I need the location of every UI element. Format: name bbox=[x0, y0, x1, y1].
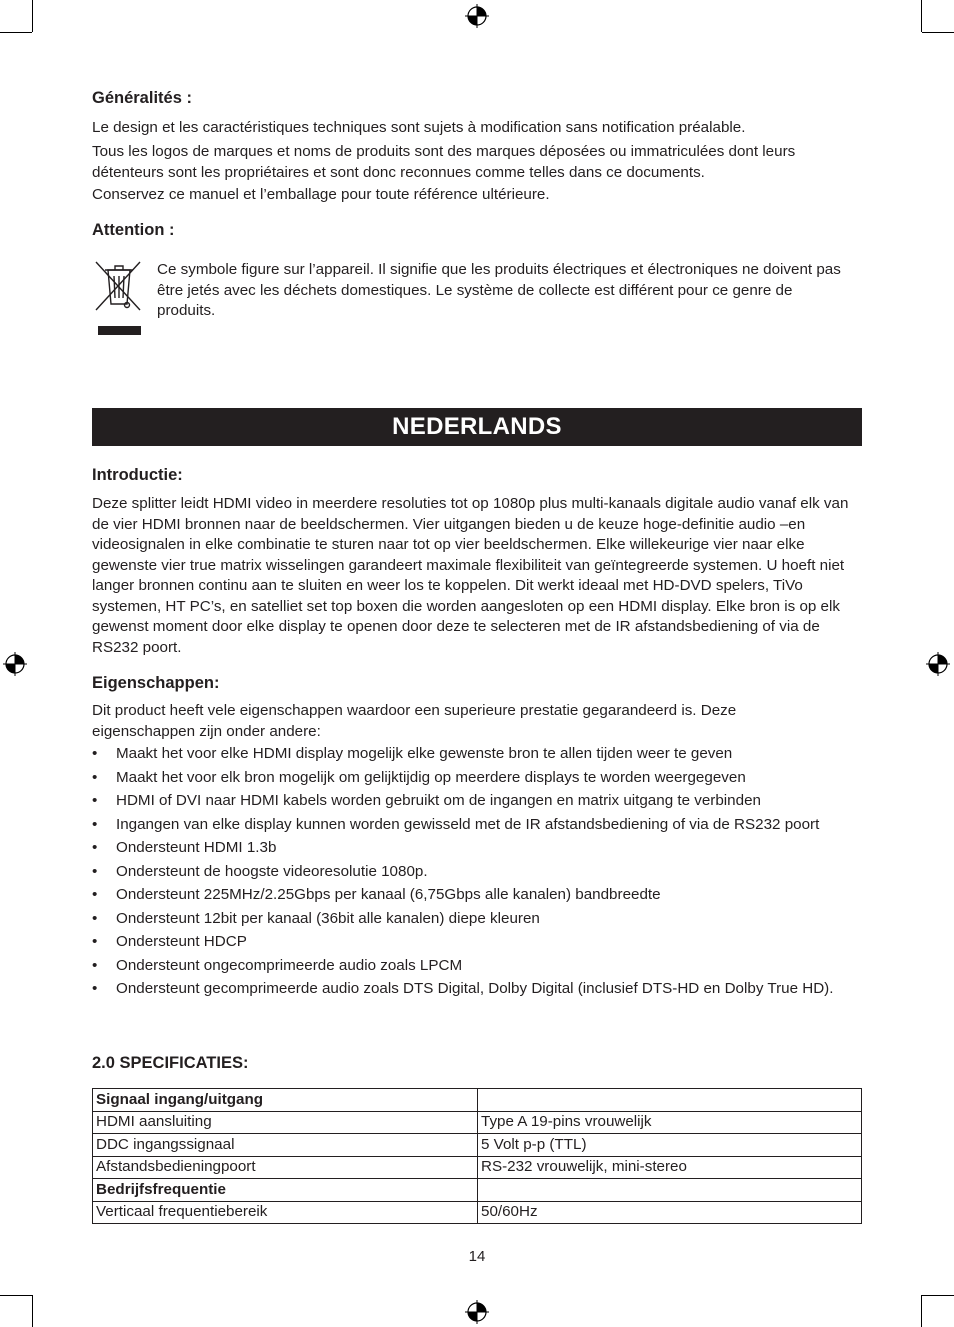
crop-mark-top-left-h bbox=[0, 32, 32, 33]
table-row bbox=[93, 1156, 862, 1179]
crop-mark-top-left-v bbox=[32, 0, 33, 32]
attention-heading: Attention : bbox=[92, 221, 175, 239]
registration-mark-icon bbox=[465, 4, 489, 28]
table-row bbox=[93, 1179, 862, 1202]
intro-heading: Introductie: bbox=[92, 466, 183, 484]
features-list bbox=[92, 744, 862, 1003]
registration-mark-icon bbox=[926, 652, 950, 676]
list-item: • HDMI of DVI naar HDMI kabels worden gebruikt om de ingangen en matrix uitgang te verbinden bbox=[92, 791, 862, 812]
table-cell: RS-232 vrouwelijk, mini-stereo bbox=[478, 1156, 862, 1179]
table-cell: 5 Volt p-p (TTL) bbox=[478, 1134, 862, 1157]
table-cell: 50/60Hz bbox=[478, 1201, 862, 1224]
table-cell: HDMI aansluiting bbox=[93, 1111, 478, 1134]
crop-mark-top-right-v bbox=[921, 0, 922, 32]
crossed-out-wheelie-bin-icon bbox=[94, 258, 144, 338]
spec-table bbox=[92, 1088, 862, 1224]
table-cell: Type A 19-pins vrouwelijk bbox=[478, 1111, 862, 1134]
general-line-1: Le design et les caractéristiques techniques sont sujets à modification sans notification préalable. bbox=[92, 119, 746, 136]
page-number: 14 bbox=[468, 1248, 486, 1265]
crop-mark-bottom-right-v bbox=[921, 1295, 922, 1327]
table-cell: Bedrijfsfrequentie bbox=[93, 1179, 478, 1202]
attention-text: Ce symbole figure sur l’appareil. Il signifie que les produits électriques et électroniques ne doivent pas être jetés avec les déchets domestiques. Le système de collecte est différent pour ce genre de produits. bbox=[157, 261, 841, 319]
section-banner: NEDERLANDS bbox=[92, 408, 862, 446]
general-line-2: Tous les logos de marques et noms de produits sont des marques déposées ou immatriculées dont leurs détenteurs sont les propriétaires et sont donc reconnues comme telles dans ce documents. bbox=[92, 143, 796, 181]
general-line-3: Conservez ce manuel et l’emballage pour toute référence ultérieure. bbox=[92, 186, 550, 203]
table-cell: Signaal ingang/uitgang bbox=[93, 1089, 478, 1112]
table-row bbox=[93, 1134, 862, 1157]
features-heading: Eigenschappen: bbox=[92, 674, 220, 692]
crop-mark-top-right-h bbox=[922, 32, 954, 33]
table-cell: Verticaal frequentiebereik bbox=[93, 1201, 478, 1224]
spec-heading: 2.0 SPECIFICATIES: bbox=[92, 1054, 249, 1072]
crop-mark-bottom-right-h bbox=[922, 1295, 954, 1296]
crop-mark-bottom-left-h bbox=[0, 1295, 32, 1296]
list-item: • Maakt het voor elke HDMI display mogelijk elke gewenste bron te allen tijden weer te geven bbox=[92, 744, 862, 765]
list-item: • Ondersteunt gecomprimeerde audio zoals DTS Digital, Dolby Digital (inclusief DTS-HD en Dolby True HD). bbox=[92, 979, 862, 1000]
list-item: • Ondersteunt 12bit per kanaal (36bit alle kanalen) diepe kleuren bbox=[92, 909, 862, 930]
registration-mark-icon bbox=[3, 652, 27, 676]
intro-text: Deze splitter leidt HDMI video in meerdere resoluties tot op 1080p plus multi-kanaals digitale audio vanaf elk van de vier HDMI bronnen naar de beeldschermen. Vier uitgangen bieden u de keuze hoge-definitie audio –en videosignalen in elke combinatie te sturen naar tot op vier beeldschermen. Elke willekeurige vier naar elke gewenste vier true matrix wisselingen garandeert maximale flexibiliteit van geïntegreerde systemen. U hoeft niet langer bronnen continu aan te sluiten en weer los te koppelen. Dit werkt ideaal met HD-DVD spelers, TiVo systemen, HT PC’s, en satelliet set top boxen die worden aangesloten op een HDMI display. Elke bron is op elk gewenst moment door elke display te openen door deze te selecteren met de IR afstandsbediening of via de RS232 poort. bbox=[92, 495, 849, 656]
list-item: • Ondersteunt de hoogste videoresolutie 1080p. bbox=[92, 862, 862, 883]
features-intro: Dit product heeft vele eigenschappen waardoor een superieure prestatie gegarandeerd is. Deze eigenschappen zijn onder andere: bbox=[92, 702, 737, 740]
general-heading: Généralités : bbox=[92, 89, 192, 107]
list-item: • Ondersteunt HDCP bbox=[92, 932, 862, 953]
registration-mark-icon bbox=[465, 1300, 489, 1324]
table-row bbox=[93, 1201, 862, 1224]
list-item: • Ingangen van elke display kunnen worden gewisseld met de IR afstandsbediening of via de RS232 poort bbox=[92, 815, 862, 836]
table-cell bbox=[478, 1089, 862, 1112]
table-cell: DDC ingangssignaal bbox=[93, 1134, 478, 1157]
list-item: • Ondersteunt 225MHz/2.25Gbps per kanaal (6,75Gbps alle kanalen) bandbreedte bbox=[92, 885, 862, 906]
table-row bbox=[93, 1111, 862, 1134]
table-cell: Afstandsbedieningpoort bbox=[93, 1156, 478, 1179]
list-item: • Maakt het voor elk bron mogelijk om gelijktijdig op meerdere displays te worden weergegeven bbox=[92, 768, 862, 789]
table-row bbox=[93, 1089, 862, 1112]
table-cell bbox=[478, 1179, 862, 1202]
crop-mark-bottom-left-v bbox=[32, 1295, 33, 1327]
list-item: • Ondersteunt HDMI 1.3b bbox=[92, 838, 862, 859]
list-item: • Ondersteunt ongecomprimeerde audio zoals LPCM bbox=[92, 956, 862, 977]
